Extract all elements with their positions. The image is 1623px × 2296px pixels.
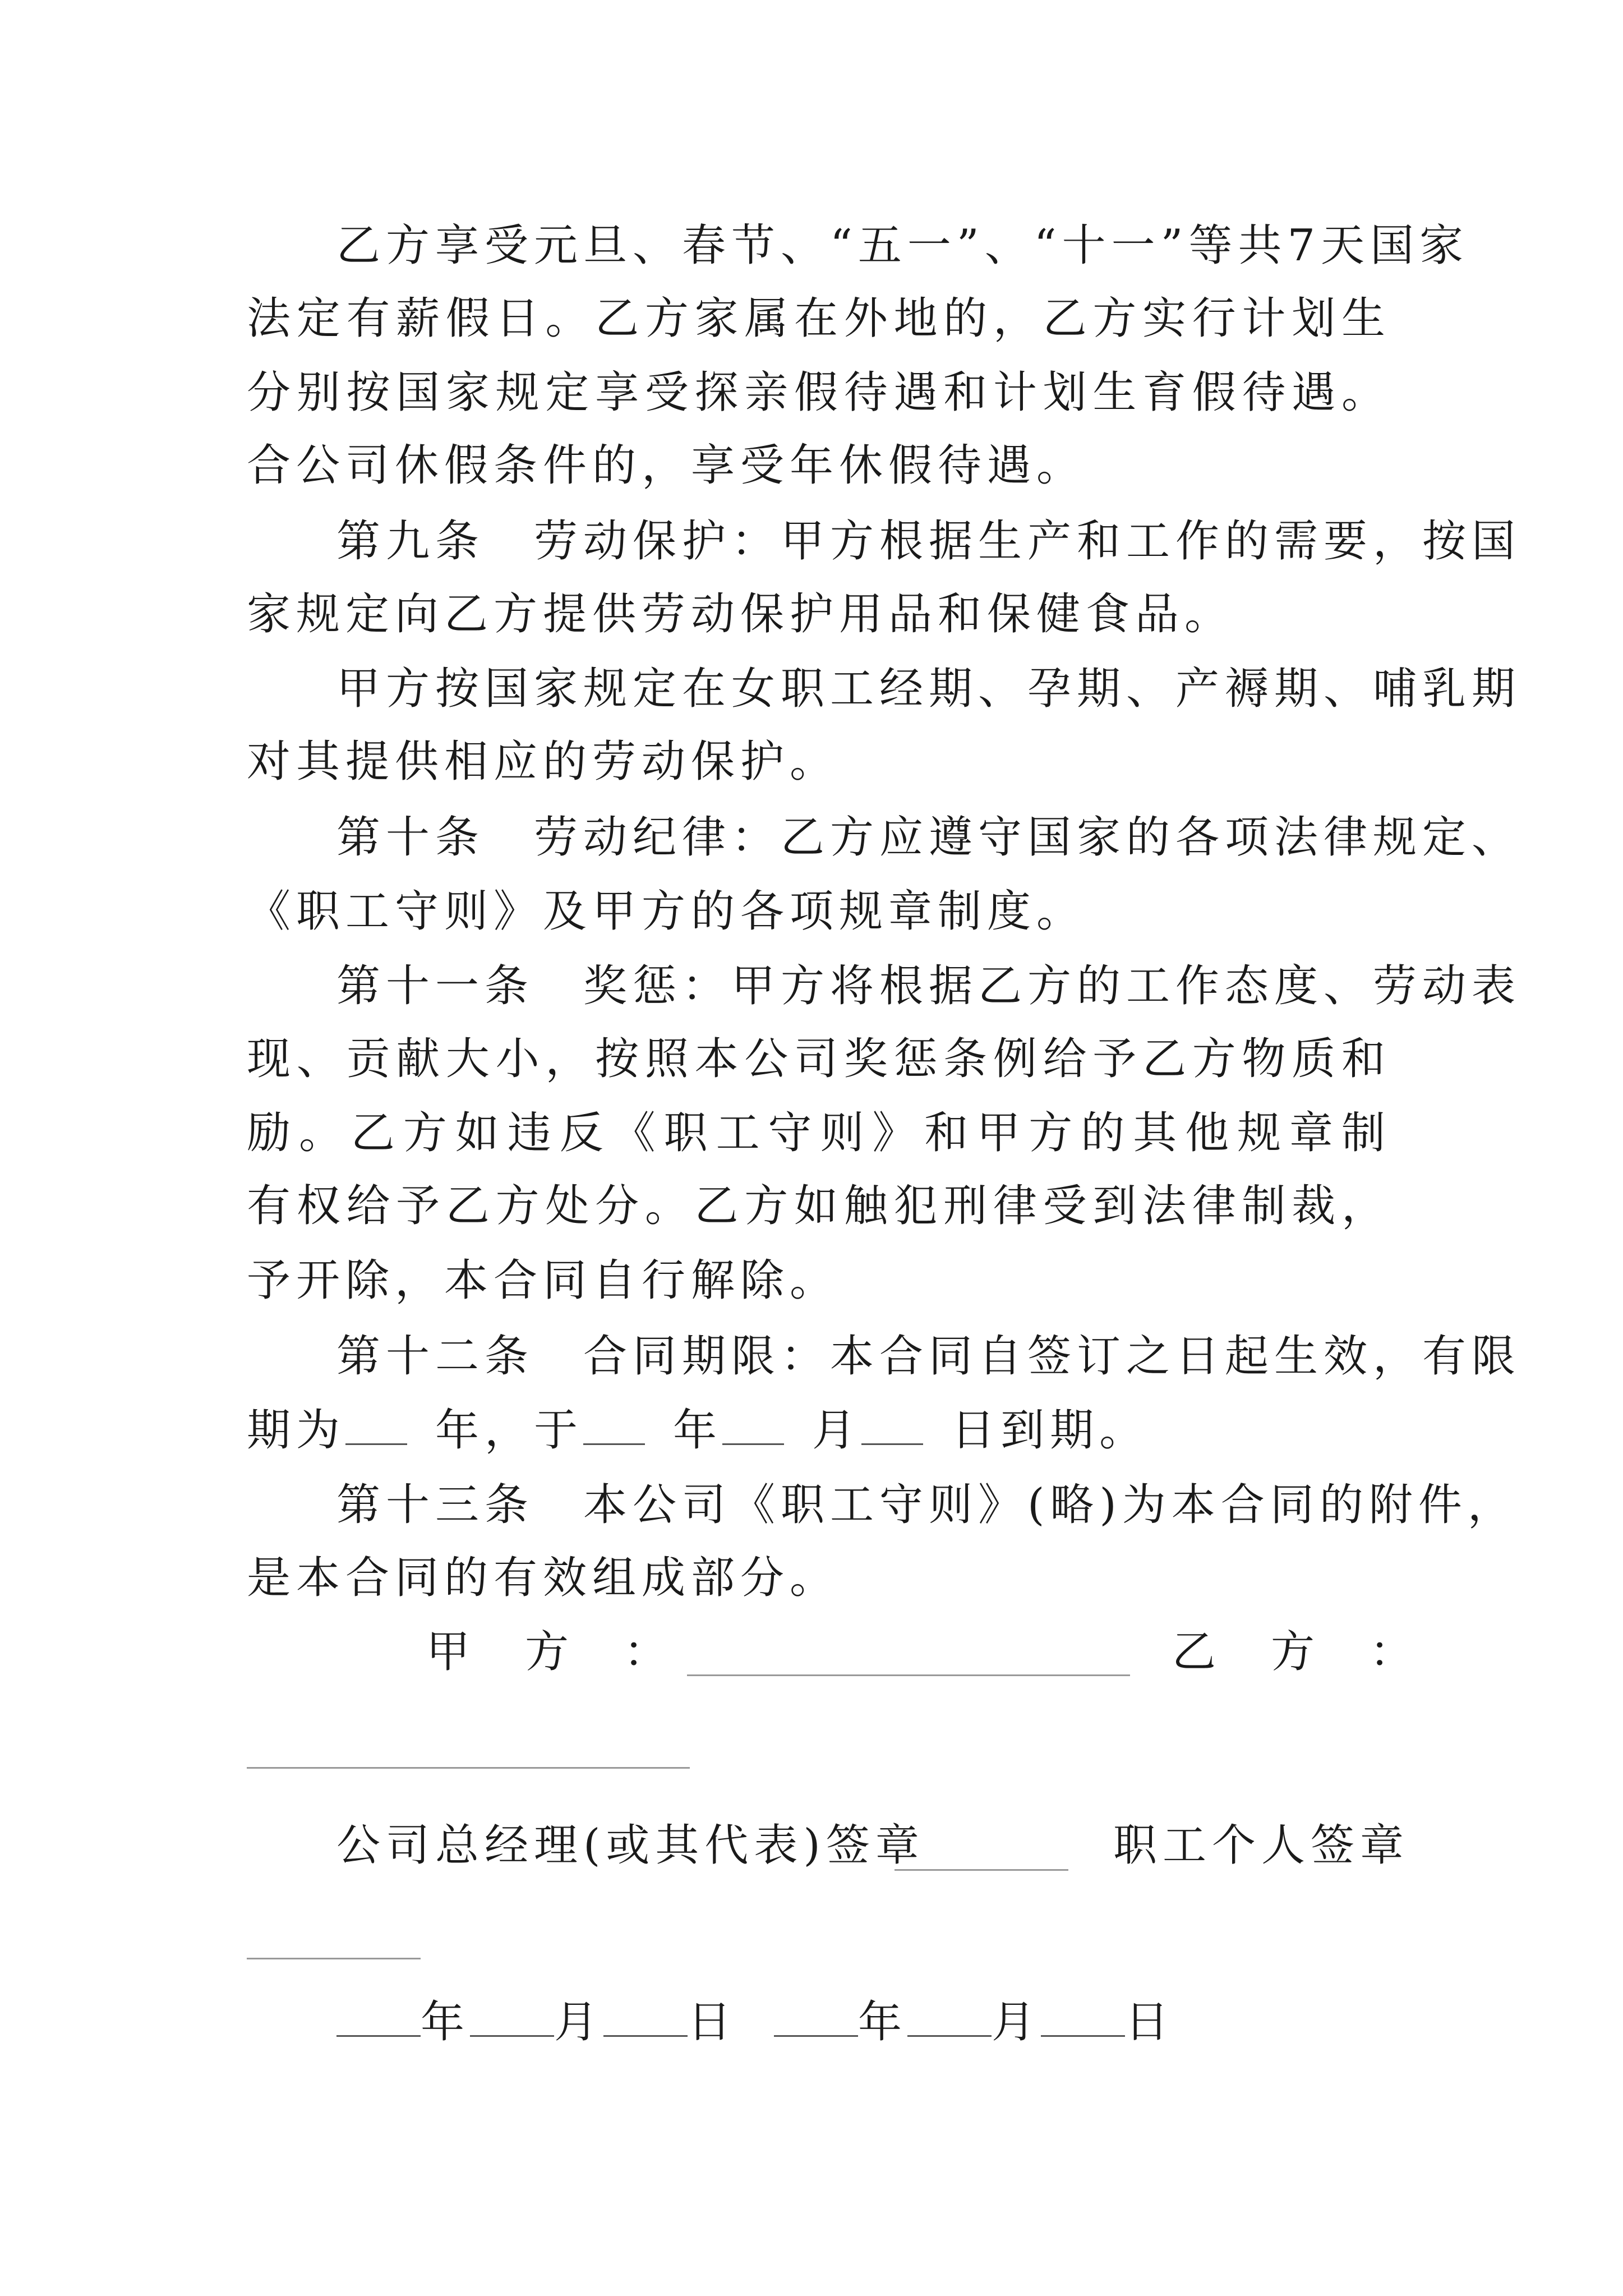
party-a-year-blank[interactable] (336, 1995, 421, 2037)
text-line: 合公司休假条件的，享受年休假待遇。 (247, 440, 1086, 491)
article-13-line: 第十三条 本公司《职工守则》(略)为本合同的附件， (336, 1480, 1517, 1530)
text-line: 法定有薪假日。乙方家属在外地的，乙方实行计划生 (247, 293, 1391, 344)
text-line: 予开除，本合同自行解除。 (247, 1255, 840, 1306)
text-line: 乙方享受元旦、春节、“五一”、“十一”等共7天国家 (336, 220, 1469, 271)
month-label: 月 (812, 1405, 862, 1456)
term-line (247, 1402, 1391, 1458)
party-b-signature-field[interactable] (247, 1767, 690, 1769)
party-b-month-blank[interactable] (907, 1995, 992, 2037)
text-line: 现、贡献大小，按照本公司奖惩条例给予乙方物质和 (247, 1034, 1391, 1084)
party-b-day-blank[interactable] (1041, 1995, 1125, 2037)
employee-sign-label: 职工个人签章 (1113, 1820, 1410, 1871)
party-b-label: 乙 方 ： (1172, 1627, 1419, 1677)
article-9-line: 第九条 劳动保护：甲方根据生产和工作的需要，按国 (336, 516, 1521, 567)
end-month-blank[interactable] (722, 1403, 784, 1445)
article-12-line: 第十二条 合同期限：本合同自签订之日起生效，有限 (336, 1331, 1521, 1382)
party-a-signature-field[interactable] (687, 1674, 1130, 1676)
article-10-line: 第十条 劳动纪律：乙方应遵守国家的各项法律规定、 (336, 812, 1521, 863)
year-label: 年 (421, 1997, 471, 2047)
day-label: 日 (688, 1997, 737, 2047)
day-label: 日 (1125, 1997, 1175, 2047)
gm-sign-label: 公司总经理(或其代表)签章 (336, 1820, 925, 1871)
text-line: 对其提供相应的劳动保护。 (247, 737, 840, 787)
article-11-line: 第十一条 奖惩：甲方将根据乙方的工作态度、劳动表 (336, 961, 1521, 1011)
year-label: 年 (858, 1997, 908, 2047)
party-a-month-blank[interactable] (470, 1995, 554, 2037)
date-row-party-b (774, 1994, 1174, 2050)
party-a-day-blank[interactable] (603, 1995, 688, 2037)
expiry-label: 日到期。 (951, 1405, 1149, 1456)
party-b-year-blank[interactable] (774, 1995, 858, 2037)
end-year-blank[interactable] (583, 1403, 645, 1445)
text-line: 分别按国家规定享受探亲假待遇和计划生育假待遇。 (247, 367, 1391, 418)
text-line: 是本合同的有效组成部分。 (247, 1553, 840, 1603)
text-line: 有权给予乙方处分。乙方如触犯刑律受到法律制裁， (247, 1181, 1391, 1231)
term-years-label: 年，于 (435, 1405, 584, 1456)
party-a-label: 甲 方 ： (426, 1627, 674, 1677)
text-line: 甲方按国家规定在女职工经期、孕期、产褥期、哺乳期 (336, 664, 1521, 714)
text-line: 励。乙方如违反《职工守则》和甲方的其他规章制 (247, 1108, 1391, 1158)
text-line: 《职工守则》及甲方的各项规章制度。 (247, 886, 1086, 937)
month-label: 月 (992, 1997, 1041, 2047)
term-prefix: 期为 (247, 1405, 346, 1456)
text-line: 家规定向乙方提供劳动保护用品和保健食品。 (247, 589, 1234, 639)
years-blank[interactable] (345, 1403, 407, 1445)
month-label: 月 (554, 1997, 604, 2047)
year-label: 年 (673, 1405, 723, 1456)
gm-signature-field[interactable] (895, 1869, 1068, 1871)
end-day-blank[interactable] (861, 1403, 923, 1445)
employee-signature-field[interactable] (247, 1958, 421, 1959)
date-row-party-a (336, 1994, 737, 2050)
